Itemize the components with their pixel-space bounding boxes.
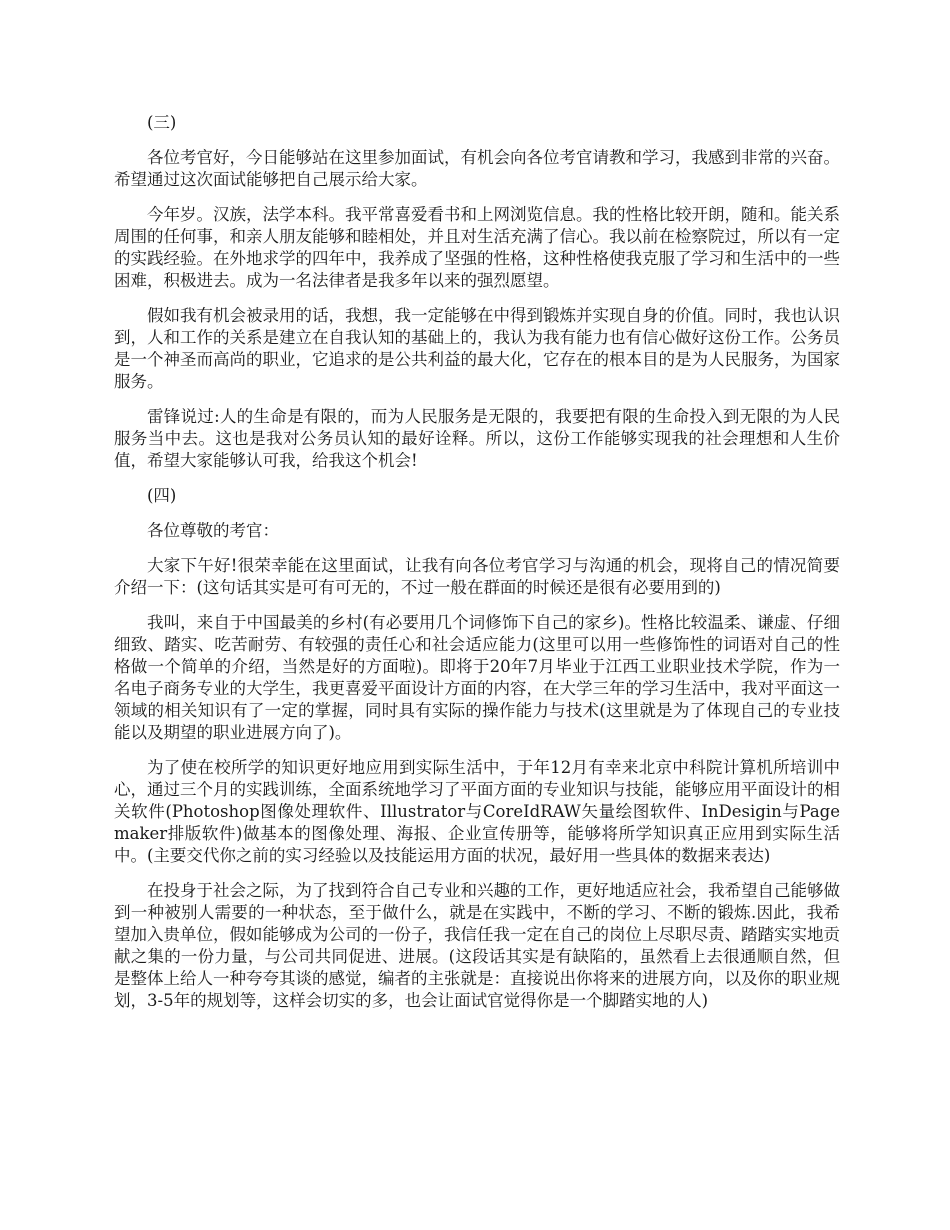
paragraph: 为了使在校所学的知识更好地应用到实际生活中，于年12月有幸来北京中科院计算机所培训中心，通过三个月的实践训练，全面系统地学习了平面方面的专业知识与技能，能够应用平面设计的相关软件(Photoshop图像处理软件、Illustrator与CoreIdRAW矢量绘图软件、InDesigin与Pagemaker排版软件)做基本的图像处理、海报、企业宣传册等，能够将所学知识真正应用到实际生活中。(主要交代你之前的实习经验以及技能运用方面的状况，最好用一些具体的数据来表达) xyxy=(114,758,840,865)
paragraph: 雷锋说过:人的生命是有限的，而为人民服务是无限的，我要把有限的生命投入到无限的为人民服务当中去。这也是我对公务员认知的最好诠释。所以，这份工作能够实现我的社会理想和人生价值，希望大家能够认可我，给我这个机会! xyxy=(114,407,840,470)
document-page xyxy=(114,112,840,1025)
paragraph: 在投身于社会之际，为了找到符合自己专业和兴趣的工作，更好地适应社会，我希望自己能够做到一种被别人需要的一种状态，至于做什么，就是在实践中，不断的学习、不断的锻炼.因此，我希望加入贵单位，假如能够成为公司的一份子，我信任我一定在自己的岗位上尽职尽责、踏踏实实地贡献之集的一份力量，与公司共同促进、进展。(这段话其实是有缺陷的，虽然看上去很通顺自然，但是整体上给人一种夸夸其谈的感觉，编者的主张就是：直接说出你将来的进展方向，以及你的职业规划，3-5年的规划等，这样会切实的多，也会让面试官觉得你是一个脚踏实地的人) xyxy=(114,881,840,1010)
paragraph: 假如我有机会被录用的话，我想，我一定能够在中得到锻炼并实现自身的价值。同时，我也认识到，人和工作的关系是建立在自我认知的基础上的，我认为我有能力也有信心做好这份工作。公务员是一个神圣而高尚的职业，它追求的是公共利益的最大化，它存在的根本目的是为人民服务，为国家服务。 xyxy=(114,306,840,391)
salutation: 各位尊敬的考官： xyxy=(147,521,279,540)
section-heading-3: (三) xyxy=(147,113,177,132)
paragraph: 大家下午好!很荣幸能在这里面试，让我有向各位考官学习与沟通的机会，现将自己的情况简要介绍一下：(这句话其实是可有可无的，不过一般在群面的时候还是很有必要用到的) xyxy=(114,556,840,597)
paragraph: 今年岁。汉族，法学本科。我平常喜爱看书和上网浏览信息。我的性格比较开朗，随和。能关系周围的任何事，和亲人朋友能够和睦相处，并且对生活充满了信心。我以前在检察院过，所以有一定的实践经验。在外地求学的四年中，我养成了坚强的性格，这种性格使我克服了学习和生活中的一些困难，积极进去。成为一名法律者是我多年以来的强烈愿望。 xyxy=(114,205,840,290)
section-heading-4: (四) xyxy=(147,486,177,505)
paragraph: 各位考官好，今日能够站在这里参加面试，有机会向各位考官请教和学习，我感到非常的兴奋。希望通过这次面试能够把自己展示给大家。 xyxy=(114,148,840,189)
paragraph: 我叫，来自于中国最美的乡村(有必要用几个词修饰下自己的家乡)。性格比较温柔、谦虚、仔细细致、踏实、吃苦耐劳、有较强的责任心和社会适应能力(这里可以用一些修饰性的词语对自己的性格做一个简单的介绍，当然是好的方面啦)。即将于20年7月毕业于江西工业职业技术学院，作为一名电子商务专业的大学生，我更喜爱平面设计方面的内容，在大学三年的学习生活中，我对平面这一领域的相关知识有了一定的掌握，同时具有实际的操作能力与技术(这里就是为了体现自己的专业技能以及期望的职业进展方向了)。 xyxy=(114,613,840,742)
